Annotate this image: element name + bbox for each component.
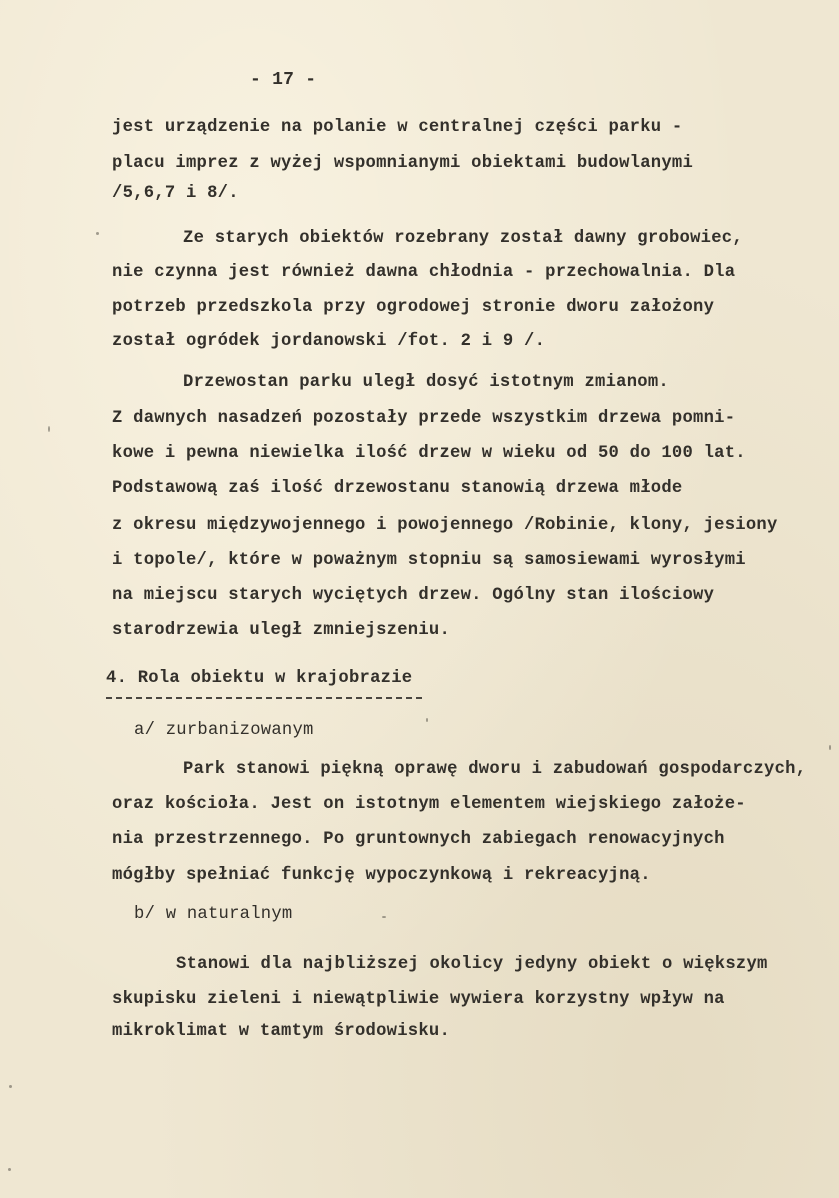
text-line-21: mógłby spełniać funkcję wypoczynkową i rekreacyjną. (112, 866, 651, 885)
section-heading: 4. Rola obiektu w krajobrazie (106, 669, 413, 688)
paper-speck (426, 718, 428, 722)
text-line-25: mikroklimat w tamtym środowisku. (112, 1022, 451, 1041)
text-line-1: jest urządzenie na polanie w centralnej części parku - (112, 118, 683, 137)
text-line-18: Park stanowi piękną oprawę dworu i zabudowań gospodarczych, (183, 760, 807, 779)
text-line-15: starodrzewia uległ zmniejszeniu. (112, 621, 451, 640)
text-line-6: potrzeb przedszkola przy ogrodowej stronie dworu założony (112, 298, 715, 317)
text-line-3: /5,6,7 i 8/. (112, 184, 239, 203)
text-line-12: z okresu międzywojennego i powojennego /Robinie, klony, jesiony (112, 516, 778, 535)
text-line-10: kowe i pewna niewielka ilość drzew w wieku od 50 do 100 lat. (112, 444, 746, 463)
paper-speck (96, 232, 99, 235)
text-line-11: Podstawową zaś ilość drzewostanu stanowią drzewa młode (112, 479, 683, 498)
paper-speck (48, 426, 50, 432)
text-line-13: i topole/, które w poważnym stopniu są samosiewami wyrosłymi (112, 551, 746, 570)
text-line-7: został ogródek jordanowski /fot. 2 i 9 /. (112, 332, 546, 351)
text-line-2: placu imprez z wyżej wspomnianymi obiektami budowlanymi (112, 154, 694, 173)
text-line-23: Stanowi dla najbliższej okolicy jedyny obiekt o większym (176, 955, 768, 974)
heading-underline (106, 697, 422, 699)
page-number: - 17 - (250, 70, 317, 90)
text-line-4: Ze starych obiektów rozebrany został dawny grobowiec, (183, 229, 743, 248)
text-line-5: nie czynna jest również dawna chłodnia - przechowalnia. Dla (112, 263, 736, 282)
text-line-8: Drzewostan parku uległ dosyć istotnym zmianom. (183, 373, 669, 392)
text-line-14: na miejscu starych wyciętych drzew. Ogólny stan ilościowy (112, 586, 715, 605)
paper-speck (9, 1085, 12, 1088)
subsection-a: a/ zurbanizowanym (134, 721, 314, 740)
text-line-9: Z dawnych nasadzeń pozostały przede wszystkim drzewa pomni- (112, 409, 736, 428)
paper-speck (382, 916, 386, 918)
text-line-24: skupisku zieleni i niewątpliwie wywiera korzystny wpływ na (112, 990, 725, 1009)
paper-speck (829, 745, 831, 750)
subsection-b: b/ w naturalnym (134, 905, 293, 924)
paper-speck (8, 1168, 11, 1171)
text-line-20: nia przestrzennego. Po gruntownych zabiegach renowacyjnych (112, 830, 725, 849)
text-line-19: oraz kościoła. Jest on istotnym elementem wiejskiego założe- (112, 795, 746, 814)
